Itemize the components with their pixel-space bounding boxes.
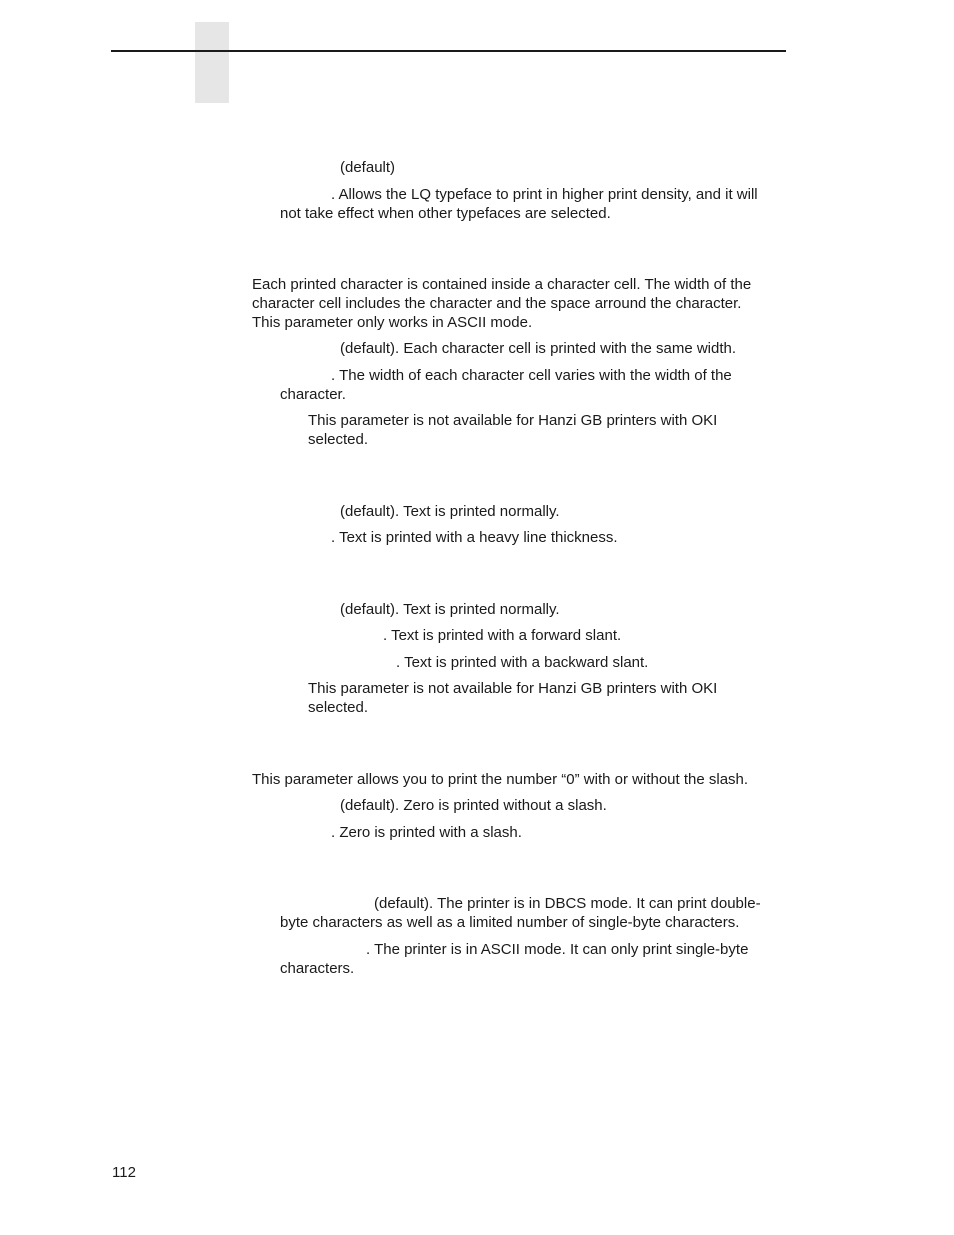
mode-option2-line2: characters. xyxy=(280,960,355,977)
bold-option2: . Text is printed with a heavy line thickness. xyxy=(331,529,618,546)
slashed-zero-intro: This parameter allows you to print the number “0” with or without the slash. xyxy=(252,771,749,788)
mode-option-default-line1: (default). The printer is in DBCS mode. It can print double- xyxy=(374,895,761,912)
italic-option-default: (default). Text is printed normally. xyxy=(340,601,560,618)
bold-option-default: (default). Text is printed normally. xyxy=(340,503,560,520)
lq-density-option-desc-line1: . Allows the LQ typeface to print in higher print density, and it will xyxy=(331,186,758,203)
lq-density-option-desc-line2: not take effect when other typefaces are selected. xyxy=(280,205,611,222)
character-cell-intro-line3: This parameter only works in ASCII mode. xyxy=(252,314,533,331)
mode-option-default-line2: byte characters as well as a limited number of single-byte characters. xyxy=(280,914,740,931)
character-cell-note-line1: This parameter is not available for Hanzi GB printers with OKI xyxy=(308,412,718,429)
italic-note-line1: This parameter is not available for Hanzi GB printers with OKI xyxy=(308,680,718,697)
character-cell-intro-line1: Each printed character is contained inside a character cell. The width of the xyxy=(252,276,752,293)
lq-density-option-default: (default) xyxy=(340,159,396,176)
character-cell-note-line2: selected. xyxy=(308,431,369,448)
slashed-zero-option2: . Zero is printed with a slash. xyxy=(331,824,522,841)
italic-note-line2: selected. xyxy=(308,699,369,716)
character-cell-option2-line1: . The width of each character cell varies with the width of the xyxy=(331,367,732,384)
page-number: 112 xyxy=(112,1164,136,1181)
character-cell-intro-line2: character cell includes the character and the space arround the character. xyxy=(252,295,742,312)
italic-option3: . Text is printed with a backward slant. xyxy=(396,654,649,671)
character-cell-option-default: (default). Each character cell is printed with the same width. xyxy=(340,340,737,357)
character-cell-option2-line2: character. xyxy=(280,386,346,403)
slashed-zero-option-default: (default). Zero is printed without a slash. xyxy=(340,797,607,814)
chapter-tab xyxy=(195,22,229,103)
italic-option2: . Text is printed with a forward slant. xyxy=(383,627,622,644)
mode-option2-line1: . The printer is in ASCII mode. It can only print single-byte xyxy=(366,941,749,958)
header-rule xyxy=(111,50,786,52)
